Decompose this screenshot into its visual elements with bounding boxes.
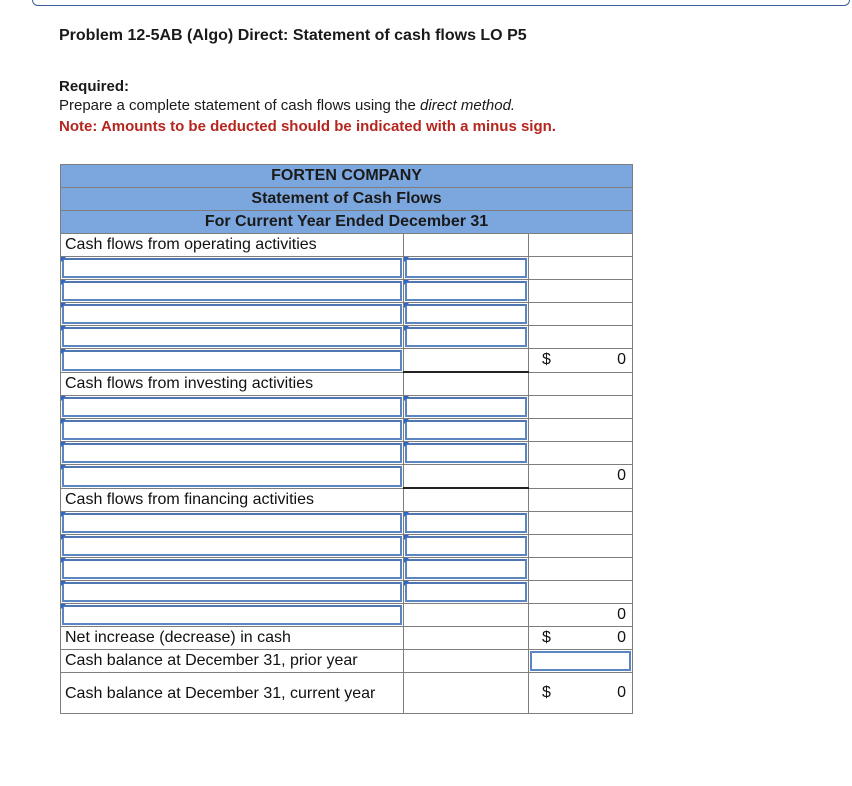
financing-item-dropdown[interactable] <box>61 558 404 581</box>
problem-title: Problem 12-5AB (Algo) Direct: Statement of cash flows LO P5 <box>59 27 527 44</box>
instruction-text <box>59 97 515 114</box>
operating-amount-input[interactable] <box>404 303 529 326</box>
instruction-prefix: Prepare a complete statement of cash flows using the <box>59 97 421 114</box>
investing-amount-input[interactable] <box>404 396 529 419</box>
empty-cell <box>404 627 529 650</box>
investing-amount-input[interactable] <box>404 442 529 465</box>
investing-row <box>61 419 633 442</box>
operating-item-dropdown[interactable] <box>61 326 404 349</box>
net-change-value: 0 <box>617 629 627 646</box>
financing-row <box>61 512 633 535</box>
operating-amount-input[interactable] <box>404 280 529 303</box>
empty-cell <box>529 419 633 442</box>
investing-subtotal-dropdown[interactable] <box>61 465 404 489</box>
empty-cell <box>404 604 529 627</box>
empty-cell <box>529 558 633 581</box>
financing-row <box>61 581 633 604</box>
investing-heading: Cash flows from investing activities <box>61 372 404 396</box>
operating-item-dropdown[interactable] <box>61 303 404 326</box>
operating-row <box>61 303 633 326</box>
panel-frame <box>32 0 850 6</box>
financing-subtotal: 0 <box>529 604 633 627</box>
operating-amount-input[interactable] <box>404 326 529 349</box>
financing-item-dropdown[interactable] <box>61 535 404 558</box>
empty-cell <box>404 349 529 373</box>
empty-cell <box>404 372 529 396</box>
operating-subtotal <box>529 349 633 373</box>
investing-row <box>61 442 633 465</box>
investing-row <box>61 396 633 419</box>
financing-item-dropdown[interactable] <box>61 581 404 604</box>
current-balance-total <box>529 673 633 714</box>
empty-cell <box>529 581 633 604</box>
operating-subtotal-row <box>61 349 633 373</box>
empty-cell <box>529 488 633 512</box>
investing-item-dropdown[interactable] <box>61 442 404 465</box>
prior-balance-input[interactable] <box>529 650 633 673</box>
operating-subtotal-dropdown[interactable] <box>61 349 404 373</box>
financing-row <box>61 535 633 558</box>
financing-heading: Cash flows from financing activities <box>61 488 404 512</box>
empty-cell <box>404 234 529 257</box>
company-name: FORTEN COMPANY <box>61 165 633 188</box>
empty-cell <box>529 442 633 465</box>
operating-heading-row <box>61 234 633 257</box>
empty-cell <box>404 488 529 512</box>
operating-subtotal-value: 0 <box>617 351 627 369</box>
financing-heading-row <box>61 488 633 512</box>
empty-cell <box>529 303 633 326</box>
required-label: Required: <box>59 78 130 95</box>
investing-item-dropdown[interactable] <box>61 419 404 442</box>
empty-cell <box>529 372 633 396</box>
prior-balance-label: Cash balance at December 31, prior year <box>61 650 404 673</box>
net-change-row <box>61 627 633 650</box>
financing-amount-input[interactable] <box>404 558 529 581</box>
empty-cell <box>404 465 529 489</box>
prior-balance-row <box>61 650 633 673</box>
operating-row <box>61 326 633 349</box>
empty-cell <box>529 396 633 419</box>
investing-subtotal-row <box>61 465 633 489</box>
empty-cell <box>529 280 633 303</box>
current-balance-label: Cash balance at December 31, current year <box>61 673 404 714</box>
operating-item-dropdown[interactable] <box>61 257 404 280</box>
dollar-sign: $ <box>542 684 551 701</box>
financing-subtotal-dropdown[interactable] <box>61 604 404 627</box>
operating-item-dropdown[interactable] <box>61 280 404 303</box>
dollar-sign: $ <box>542 351 551 369</box>
investing-subtotal: 0 <box>529 465 633 489</box>
empty-cell <box>404 673 529 714</box>
investing-heading-row <box>61 372 633 396</box>
note-text: Note: Amounts to be deducted should be indicated with a minus sign. <box>59 118 556 135</box>
net-change-label: Net increase (decrease) in cash <box>61 627 404 650</box>
empty-cell <box>529 234 633 257</box>
empty-cell <box>529 257 633 280</box>
financing-subtotal-row <box>61 604 633 627</box>
empty-cell <box>529 326 633 349</box>
current-balance-value: 0 <box>617 684 627 701</box>
operating-row <box>61 280 633 303</box>
empty-cell <box>529 512 633 535</box>
empty-cell <box>404 650 529 673</box>
financing-row <box>61 558 633 581</box>
financing-amount-input[interactable] <box>404 535 529 558</box>
statement-period: For Current Year Ended December 31 <box>61 211 633 234</box>
financing-item-dropdown[interactable] <box>61 512 404 535</box>
current-balance-row <box>61 673 633 714</box>
operating-row <box>61 257 633 280</box>
investing-amount-input[interactable] <box>404 419 529 442</box>
net-change-total <box>529 627 633 650</box>
financing-amount-input[interactable] <box>404 512 529 535</box>
statement-name: Statement of Cash Flows <box>61 188 633 211</box>
empty-cell <box>529 535 633 558</box>
operating-heading: Cash flows from operating activities <box>61 234 404 257</box>
financing-amount-input[interactable] <box>404 581 529 604</box>
instruction-method: direct method. <box>420 97 516 114</box>
operating-amount-input[interactable] <box>404 257 529 280</box>
dollar-sign: $ <box>542 629 551 646</box>
cash-flow-statement-table <box>60 164 633 714</box>
investing-item-dropdown[interactable] <box>61 396 404 419</box>
